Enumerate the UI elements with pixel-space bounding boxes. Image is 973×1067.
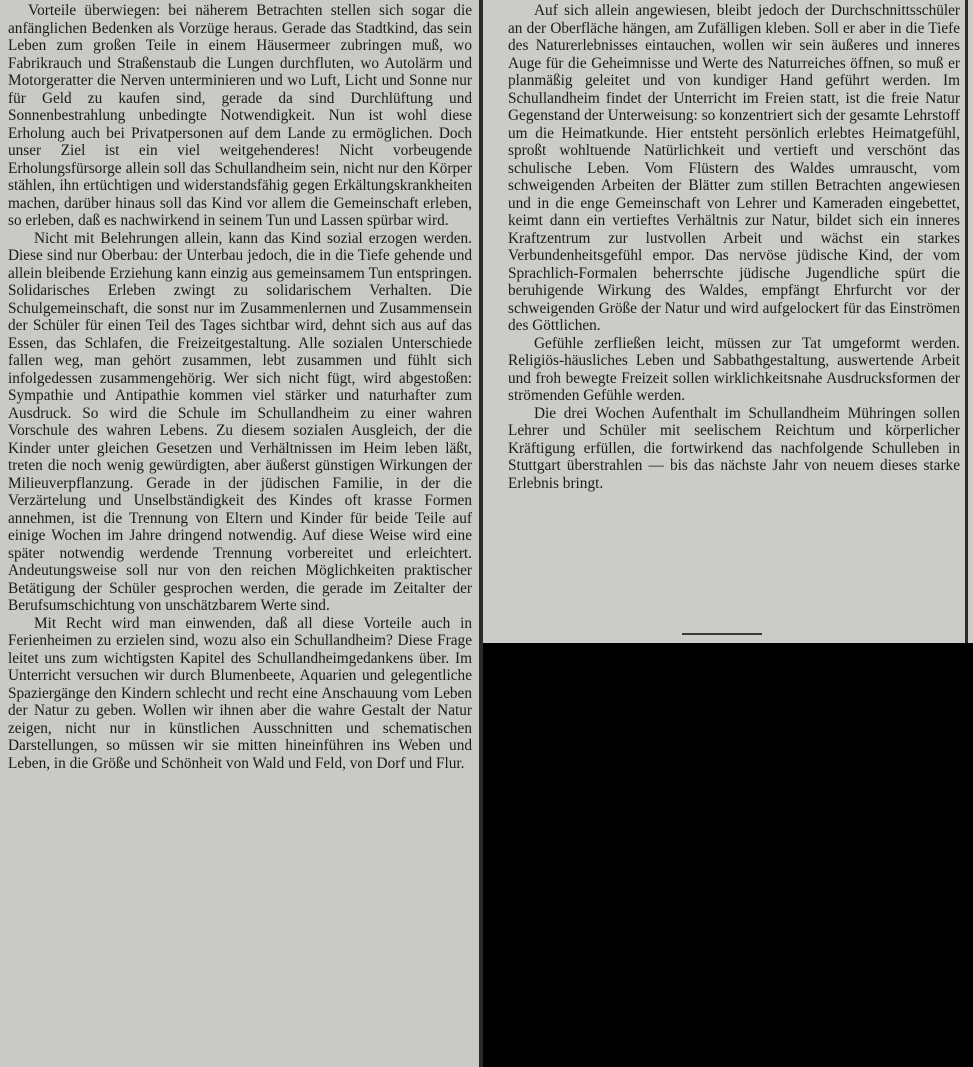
left-column-text [8, 2, 472, 772]
right-paragraph-2: Gefühle zerfließen leicht, müssen zur Tat umgeformt werden. Religiös-häusliches Leben und Sabbathgestaltung, auswertende Arbeit und froh bewegte Freizeit sollen wirklichkeitsnahe Ausdrucksformen der strömenden Gefühle werden. [508, 334, 960, 404]
right-column [479, 0, 973, 643]
left-paragraph-2: Nicht mit Belehrungen allein, kann das Kind sozial erzogen werden. Diese sind nur Oberbau: der Unterbau jedoch, die in die Tiefe gehende und allein bleibende Erziehung kann einzig aus gemeinsamem Tun entspringen. Solidarisches Erleben zwingt zu solidarischem Verhalten. Die Schulgemeinschaft, die sonst nur im Zusammenlernen und Zusammensein der Schüler für einen Teil des Tages sichtbar wird, dehnt sich aus auf das Essen, das Schlafen, die Freizeitgestaltung. Alle sozialen Unterschiede fallen weg, man gehört zusammen, lebt zusammen und fühlt sich infolgedessen zusammengehörig. Wer sich nicht fügt, wird abgestoßen: Sympathie und Antipathie kommen viel stärker und naturhafter zum Ausdruck. So wird die Schule im Schullandheim zu einer wahren Vorschule des wahren Lebens. Zu diesem sozialen Ausgleich, der die Kinder unter gleichen Gesetzen und Verhältnissen im Heim leben läßt, treten die noch wenig gewürdigten, aber äußerst günstigen Wirkungen der Milieuverpflanzung. Gerade in der jüdischen Familie, in der die Verzärtelung und Unselbständigkeit des Kindes oft krasse Formen annehmen, ist die Trennung von Eltern und Kinder für beide Teile auf einige Wochen im Jahre dringend notwendig. Auf diese Weise wird eine später notwendig werdende Trennung vorbereitet und erleichtert. Andeutungsweise soll nur von den reichen Möglichkeiten praktischer Betätigung der Schüler gesprochen werden, die gerade im Zeitalter der Berufsumschichtung von unschätzbarem Werte sind. [8, 229, 472, 614]
left-column [0, 0, 479, 1067]
left-paragraph-1: Vorteile überwiegen: bei näherem Betrachten stellen sich sogar die anfänglichen Bedenken als Vorzüge heraus. Gerade das Stadtkind, das sein Leben zum großen Teile in einem Häusermeer zubringen muß, wo Fabrikrauch und Straßenstaub die Lungen durchfluten, wo Autolärm und Motorgeratter die Nerven unterminieren und wo Luft, Licht und Sonne nur für Geld zu kaufen sind, gerade da sind Durchlüftung und Sonnenbestrahlung unbedingte Notwendigkeit. Nun ist wohl diese Erholung auch bei Privatpersonen auf dem Lande zu ermöglichen. Doch unser Ziel ist ein viel weitgehenderes! Nicht vorbeugende Erholungsfürsorge allein soll das Schullandheim sein, nicht nur den Körper stählen, ihn ertüchtigen und widerstandsfähig gegen Erkältungskrankheiten machen, darüber hinaus soll das Kind vor allem die Gemeinschaft erleben, so erleben, daß es nachwirkend in seinem Tun und Lassen spürbar wird. [8, 2, 472, 229]
column-divider-rule [479, 0, 483, 1067]
left-paragraph-3: Mit Recht wird man einwenden, daß all diese Vorteile auch in Ferienheimen zu erzielen sind, wozu also ein Schullandheim? Diese Frage leitet uns zum wichtigsten Kapitel des Schullandheimgedankens über. Im Unterricht versuchen wir durch Blumenbeete, Aquarien und gelegentliche Spaziergänge den Kindern schlecht und recht eine Anschauung vom Leben der Natur zu geben. Wollen wir ihnen aber die wahre Gestalt der Natur zeigen, nicht nur in künstlichen Ausschnitten und schematischen Darstellungen, so müssen wir sie mitten hineinführen ins Weben und Leben, in die Größe und Schönheit von Wald und Feld, von Dorf und Flur. [8, 614, 472, 772]
article-end-rule [682, 633, 762, 635]
right-border-rule [965, 0, 968, 643]
right-paragraph-3: Die drei Wochen Aufenthalt im Schullandheim Mühringen sollen Lehrer und Schüler mit seelischem Reichtum und körperlicher Kräftigung erfüllen, die fortwirkend das nachfolgende Schulleben in Stuttgart überstrahlen — bis das nächste Jahr von neuem dieses starke Erlebnis bringt. [508, 404, 960, 492]
right-paragraph-1: Auf sich allein angewiesen, bleibt jedoch der Durchschnittsschüler an der Oberfläche hängen, am Zufälligen kleben. Soll er aber in die Tiefe des Naturerlebnisses eintauchen, wollen wir sein äußeres und inneres Auge für die Geheimnisse und Werte des Naturreiches öffnen, so muß er planmäßig geleitet und von kundiger Hand geführt werden. Im Schullandheim findet der Unterricht im Freien statt, ist die freie Natur Gegenstand der Unterweisung: so konzentriert sich der gesamte Lehrstoff um die Heimatkunde. Hier entsteht persönlich erlebtes Heimatgefühl, sproßt wohltuende Natürlichkeit und vertieft und verschönt das schulische Leben. Vom Flüstern des Waldes umrauscht, vom schweigenden Arbeiten der Blätter zum stillen Betrachten angewiesen und in die enge Gemeinschaft von Lehrer und Kameraden eingebettet, keimt dann ein vertieftes Verhältnis zur Natur, bildet sich ein inneres Kraftzentrum zur lustvollen Arbeit und wächst ein starkes Verbundenheitsgefühl empor. Das nervöse jüdische Kind, der vom Sprachlich-Formalen beherrschte jüdische Jugendliche spürt die beruhigende Wirkung des Waldes, empfängt Ehrfurcht vor der schweigenden Größe der Natur und wird aufgelockert für das Einströmen des Göttlichen. [508, 2, 960, 334]
right-column-text [508, 2, 960, 492]
